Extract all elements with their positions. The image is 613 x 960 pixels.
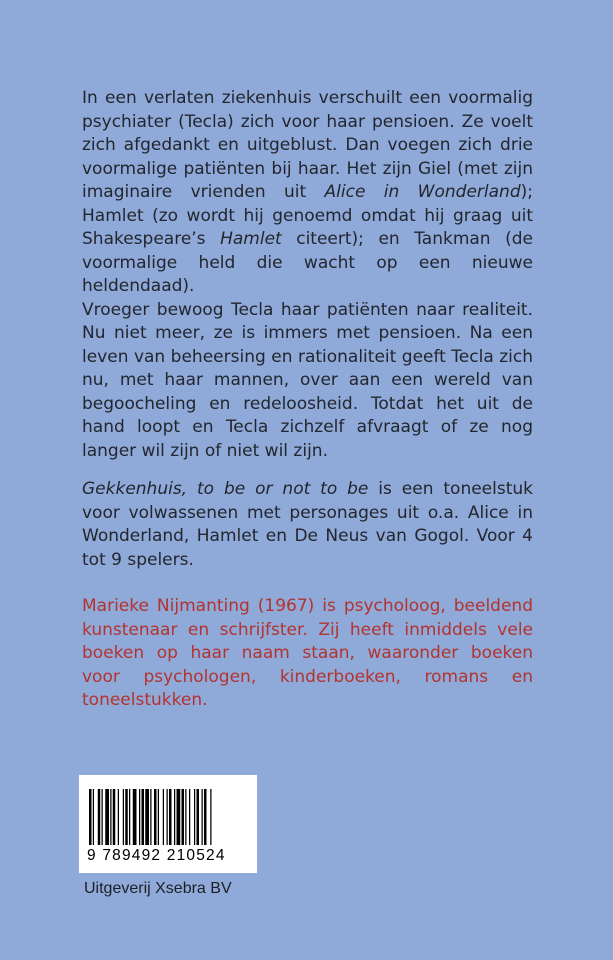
barcode-bars xyxy=(87,789,249,847)
barcode-bar xyxy=(204,789,207,845)
barcode-bar xyxy=(133,789,137,845)
barcode-bar xyxy=(158,789,159,845)
barcode-bar xyxy=(93,789,94,845)
blurb-italic-title-1: Alice in Wonderland xyxy=(324,182,521,202)
blurb-text-part-2: ); Hamlet (zo wordt hij genoemd omdat hij graag uit Shakespeare’s xyxy=(82,182,533,249)
barcode-bar xyxy=(89,789,92,845)
barcode-bar xyxy=(123,789,124,845)
barcode-bar xyxy=(210,789,211,845)
description-paragraph xyxy=(82,478,533,572)
barcode-bar xyxy=(154,789,157,845)
blurb-text-part-1: In een verlaten ziekenhuis verschuilt een voormalig psychiater (Tecla) zich voor haar pensioen. Ze voelt zich afgedankt en uitgeblust. Dan voegen zich drie voormalige patiënten bij haar. Het zijn Giel (met zijn imaginaire vrienden uit xyxy=(82,88,533,202)
barcode-bar xyxy=(169,789,172,845)
barcode-bar xyxy=(194,789,195,845)
barcode-bar xyxy=(105,789,109,845)
barcode-bar xyxy=(182,789,185,845)
play-title: Gekkenhuis, to be or not to be xyxy=(82,479,369,499)
barcode-bar xyxy=(113,789,116,845)
publisher-name: Uitgeverij Xsebra BV xyxy=(84,880,232,897)
barcode-bar xyxy=(174,789,175,845)
barcode-bar xyxy=(98,789,101,845)
isbn-number: 9 789492 210524 xyxy=(87,847,226,864)
back-cover-blurb xyxy=(82,87,533,463)
barcode-bar xyxy=(163,789,164,845)
blurb-italic-title-2: Hamlet xyxy=(220,229,282,249)
author-bio-paragraph: Marieke Nijmanting (1967) is psycholoog, beeldend kunstenaar en schrijfster. Zij heeft inmiddels vele boeken op haar naam staan, waaronder boeken voor psychologen, kinderboeken, romans en toneelstukken. xyxy=(82,596,533,710)
barcode-bar xyxy=(139,789,140,845)
description-text: is een toneelstuk voor volwassenen met personages uit o.a. Alice in Wonderland, Hamlet en De Neus van Gogol. Voor 4 tot 9 spelers. xyxy=(82,479,534,570)
author-bio xyxy=(82,595,533,713)
barcode-bar xyxy=(197,789,200,845)
barcode-bar xyxy=(189,789,190,845)
barcode-bar xyxy=(185,789,186,845)
blurb-text-part-3: citeert); en Tankman (de voormalige held die wacht op een nieuwe heldendaad). xyxy=(82,229,533,296)
isbn-barcode xyxy=(79,775,257,873)
barcode-bar xyxy=(145,789,149,845)
barcode-bar xyxy=(102,789,103,845)
barcode-bar xyxy=(202,789,203,845)
barcode-bar xyxy=(167,789,168,845)
barcode-bar xyxy=(129,789,130,845)
play-description xyxy=(82,478,533,572)
barcode-bar xyxy=(142,789,145,845)
barcode-bar xyxy=(125,789,128,845)
blurb-paragraph-1 xyxy=(82,87,533,299)
barcode-bar xyxy=(118,789,119,845)
barcode-bar xyxy=(177,789,181,845)
barcode-bar xyxy=(110,789,111,845)
blurb-paragraph-2: Vroeger bewoog Tecla haar patiënten naar realiteit. Nu niet meer, ze is immers met pensioen. Na een leven van beheersing en rationaliteit geeft Tecla zich nu, met haar mannen, over aan een wereld van begoocheling en redeloosheid. Totdat het uit de hand loopt en Tecla zichzelf afvraagt of ze nog langer wil zijn of niet wil zijn. xyxy=(82,299,533,461)
barcode-bar xyxy=(150,789,151,845)
